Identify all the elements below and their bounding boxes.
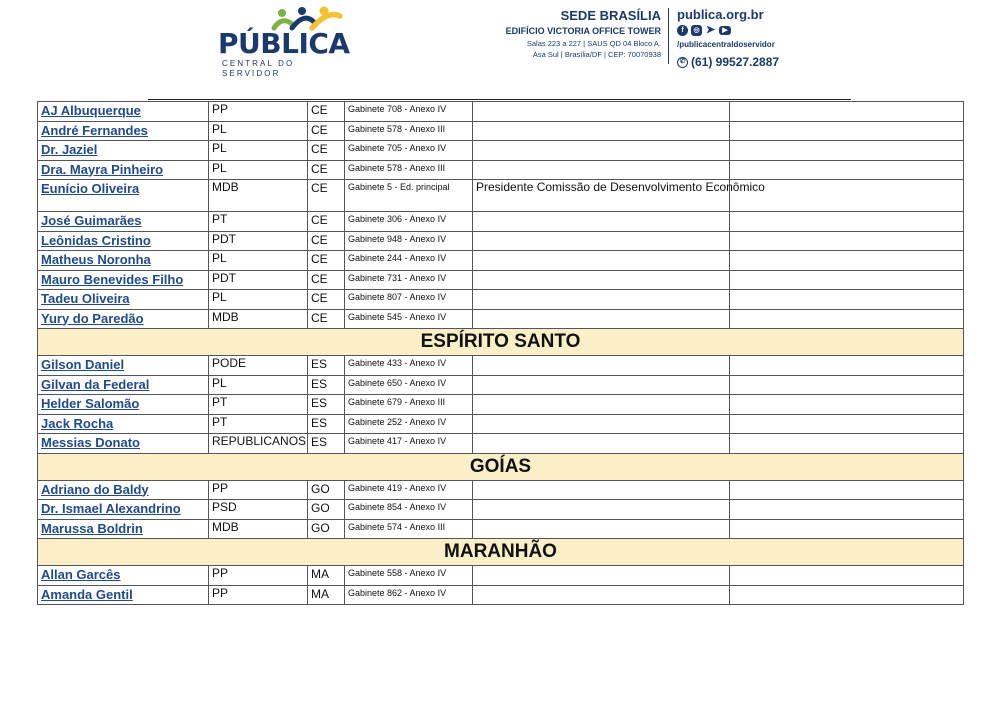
deputy-name (38, 121, 209, 141)
party-cell: PDT (209, 231, 308, 251)
role-cell (473, 102, 730, 122)
deputy-name (38, 102, 209, 122)
deputies-table (37, 101, 964, 605)
extra-cell (730, 414, 964, 434)
table-row (38, 160, 964, 180)
role-cell (473, 519, 730, 539)
deputy-name-link[interactable]: Yury do Paredão (41, 310, 144, 326)
table-row (38, 309, 964, 329)
table-row (38, 270, 964, 290)
role-cell (473, 414, 730, 434)
role-cell (473, 212, 730, 232)
deputy-name-link[interactable]: Gilson Daniel (41, 357, 125, 372)
office-cell: Gabinete 574 - Anexo III (345, 519, 473, 539)
table-row (38, 231, 964, 251)
office-cell: Gabinete 650 - Anexo IV (345, 375, 473, 395)
role-cell (473, 500, 730, 520)
office-cell: Gabinete 862 - Anexo IV (345, 585, 473, 605)
role-cell (473, 585, 730, 605)
party-cell: PL (209, 290, 308, 310)
state-header-row (38, 453, 964, 480)
uf-cell: GO (308, 519, 345, 539)
logo-tagline: CENTRAL DO SERVIDOR (222, 59, 295, 78)
party-cell: PODE (209, 356, 308, 376)
table-row (38, 141, 964, 161)
uf-cell: CE (308, 251, 345, 271)
role-cell (473, 251, 730, 271)
deputy-name-link[interactable]: André Fernandes (41, 122, 148, 138)
phone-number[interactable]: (61) 99527.2887 (691, 55, 780, 69)
table-row (38, 375, 964, 395)
table-row (38, 251, 964, 271)
uf-cell: CE (308, 180, 345, 212)
uf-cell: CE (308, 102, 345, 122)
party-cell: PT (209, 395, 308, 415)
deputies-table-body (38, 102, 964, 605)
office-cell: Gabinete 578 - Anexo III (345, 160, 473, 180)
sede-building: EDIFÍCIO VICTORIA OFFICE TOWER (505, 26, 661, 36)
publica-logo (218, 4, 350, 78)
party-cell: REPUBLICANOS (209, 434, 308, 454)
table-row (38, 395, 964, 415)
table-row (38, 480, 964, 500)
office-cell: Gabinete 578 - Anexo III (345, 121, 473, 141)
deputy-name-link[interactable]: Mauro Benevides Filho (41, 271, 184, 287)
uf-cell: ES (308, 356, 345, 376)
table-row (38, 121, 964, 141)
party-cell: MDB (209, 180, 308, 212)
logo-wordmark: PÚBLICA (218, 27, 350, 60)
deputy-name-link[interactable]: Dr. Jaziel (41, 142, 98, 157)
extra-cell (730, 290, 964, 310)
social-icons (677, 24, 779, 36)
deputy-name-link[interactable]: AJ Albuquerque (41, 103, 141, 118)
role-cell (473, 141, 730, 161)
office-cell: Gabinete 545 - Anexo IV (345, 309, 473, 329)
deputy-name (38, 395, 209, 415)
table-row (38, 356, 964, 376)
extra-cell (730, 566, 964, 586)
deputy-name (38, 356, 209, 376)
party-cell: PSD (209, 500, 308, 520)
deputy-name-link[interactable]: Tadeu Oliveira (41, 291, 130, 306)
deputy-name-link[interactable]: José Guimarães (41, 213, 142, 228)
table-row (38, 212, 964, 232)
party-cell: PP (209, 585, 308, 605)
deputy-name (38, 231, 209, 251)
uf-cell: CE (308, 270, 345, 290)
office-cell: Gabinete 244 - Anexo IV (345, 251, 473, 271)
party-cell: PT (209, 212, 308, 232)
deputy-name (38, 480, 209, 500)
uf-cell: CE (308, 231, 345, 251)
extra-cell (730, 480, 964, 500)
extra-cell (730, 160, 964, 180)
whatsapp-icon[interactable]: ✆ (677, 57, 688, 68)
state-header-row (38, 539, 964, 566)
contact-block (677, 7, 779, 70)
party-cell: MDB (209, 519, 308, 539)
office-cell: Gabinete 306 - Anexo IV (345, 212, 473, 232)
deputy-name-link[interactable]: Leônidas Cristino (41, 232, 151, 248)
deputy-name-link[interactable]: Dr. Ismael Alexandrino (41, 501, 181, 516)
party-cell: PL (209, 160, 308, 180)
deputy-name-link[interactable]: Helder Salomão (41, 396, 140, 411)
office-cell: Gabinete 433 - Anexo IV (345, 356, 473, 376)
uf-cell: ES (308, 375, 345, 395)
extra-cell (730, 141, 964, 161)
table-row (38, 519, 964, 539)
youtube-icon[interactable]: ▶ (719, 26, 731, 35)
role-cell (473, 270, 730, 290)
extra-cell (730, 519, 964, 539)
deputy-name (38, 500, 209, 520)
state-header: MARANHÃO (38, 539, 964, 566)
header-divider (668, 8, 669, 64)
uf-cell: CE (308, 290, 345, 310)
extra-cell (730, 375, 964, 395)
party-cell: PT (209, 414, 308, 434)
twitter-icon[interactable]: ➤ (705, 23, 716, 36)
deputy-name (38, 212, 209, 232)
uf-cell: GO (308, 480, 345, 500)
deputy-name-link[interactable]: Matheus Noronha (41, 252, 151, 267)
deputy-name (38, 290, 209, 310)
extra-cell (730, 395, 964, 415)
uf-cell: GO (308, 500, 345, 520)
uf-cell: CE (308, 121, 345, 141)
sede-address-line1: Salas 223 a 227 | SAUS QD 04 Bloco A. (526, 39, 661, 48)
deputy-name (38, 251, 209, 271)
extra-cell (730, 102, 964, 122)
party-cell: MDB (209, 309, 308, 329)
office-cell: Gabinete 807 - Anexo IV (345, 290, 473, 310)
uf-cell: CE (308, 309, 345, 329)
extra-cell (730, 500, 964, 520)
deputy-name-link[interactable]: Gilvan da Federal (41, 376, 150, 392)
deputy-name (38, 375, 209, 395)
deputy-name-link[interactable]: Dra. Mayra Pinheiro (41, 161, 164, 177)
deputy-name (38, 309, 209, 329)
office-cell: Gabinete 948 - Anexo IV (345, 231, 473, 251)
social-handle[interactable]: /publicacentraldoservidor (677, 40, 775, 49)
role-cell (473, 121, 730, 141)
table-row (38, 434, 964, 454)
deputy-name-link[interactable]: Allan Garcês (41, 567, 121, 582)
role-cell (473, 356, 730, 376)
role-cell (473, 566, 730, 586)
deputy-name (38, 434, 209, 454)
table-row (38, 290, 964, 310)
table-row (38, 585, 964, 605)
role-cell (473, 231, 730, 251)
extra-cell (730, 356, 964, 376)
top-rule (148, 99, 851, 100)
role-cell (473, 290, 730, 310)
sede-block (506, 8, 661, 60)
extra-cell (730, 251, 964, 271)
table-row (38, 102, 964, 122)
office-cell: Gabinete 419 - Anexo IV (345, 480, 473, 500)
deputy-name-link[interactable]: Eunício Oliveira (41, 181, 140, 196)
party-cell: PP (209, 566, 308, 586)
uf-cell: CE (308, 160, 345, 180)
table-row (38, 180, 964, 212)
facebook-icon[interactable]: f (677, 25, 688, 36)
extra-cell (730, 121, 964, 141)
office-cell: Gabinete 252 - Anexo IV (345, 414, 473, 434)
party-cell: PP (209, 480, 308, 500)
party-cell: PL (209, 141, 308, 161)
extra-cell (730, 585, 964, 605)
office-cell: Gabinete 708 - Anexo IV (345, 102, 473, 122)
office-cell: Gabinete 854 - Anexo IV (345, 500, 473, 520)
extra-cell (730, 231, 964, 251)
sede-title: SEDE BRASÍLIA (560, 8, 661, 23)
deputy-name (38, 414, 209, 434)
party-cell: PDT (209, 270, 308, 290)
party-cell: PL (209, 375, 308, 395)
uf-cell: ES (308, 414, 345, 434)
deputy-name (38, 585, 209, 605)
deputy-name (38, 270, 209, 290)
deputy-name (38, 160, 209, 180)
party-cell: PL (209, 251, 308, 271)
deputy-name (38, 566, 209, 586)
office-cell: Gabinete 705 - Anexo IV (345, 141, 473, 161)
role-cell (473, 160, 730, 180)
deputy-name-link[interactable]: Amanda Gentil (41, 586, 133, 602)
role-cell (473, 375, 730, 395)
extra-cell (730, 270, 964, 290)
extra-cell (730, 212, 964, 232)
table-row (38, 566, 964, 586)
uf-cell: ES (308, 434, 345, 454)
uf-cell: ES (308, 395, 345, 415)
role-cell (473, 395, 730, 415)
office-cell: Gabinete 417 - Anexo IV (345, 434, 473, 454)
state-header-row (38, 329, 964, 356)
extra-cell (730, 434, 964, 454)
deputy-name (38, 519, 209, 539)
table-row (38, 500, 964, 520)
deputy-name (38, 141, 209, 161)
deputy-name (38, 180, 209, 212)
deputy-name-link[interactable]: Adriano do Baldy (41, 481, 149, 497)
table-row (38, 414, 964, 434)
party-cell: PP (209, 102, 308, 122)
extra-cell (730, 309, 964, 329)
uf-cell: CE (308, 141, 345, 161)
deputy-name-link[interactable]: Messias Donato (41, 435, 140, 450)
deputy-name-link[interactable]: Jack Rocha (41, 415, 114, 431)
office-cell: Gabinete 558 - Anexo IV (345, 566, 473, 586)
role-cell (473, 480, 730, 500)
office-cell: Gabinete 731 - Anexo IV (345, 270, 473, 290)
state-header: GOÍAS (38, 453, 964, 480)
website-link[interactable]: publica.org.br (677, 7, 764, 22)
party-cell: PL (209, 121, 308, 141)
uf-cell: CE (308, 212, 345, 232)
uf-cell: MA (308, 585, 345, 605)
office-cell: Gabinete 5 - Ed. principal (345, 180, 473, 212)
role-cell (473, 309, 730, 329)
state-header: ESPÍRITO SANTO (38, 329, 964, 356)
instagram-icon[interactable]: ◎ (691, 25, 702, 36)
office-cell: Gabinete 679 - Anexo III (345, 395, 473, 415)
role-cell: Presidente Comissão de Desenvolvimento Econômico (473, 180, 730, 212)
role-cell (473, 434, 730, 454)
uf-cell: MA (308, 566, 345, 586)
deputy-name-link[interactable]: Marussa Boldrin (41, 520, 143, 536)
phone-line (677, 54, 779, 70)
sede-address-line2: Asa Sul | Brasília/DF | CEP: 70070938 (532, 50, 661, 59)
